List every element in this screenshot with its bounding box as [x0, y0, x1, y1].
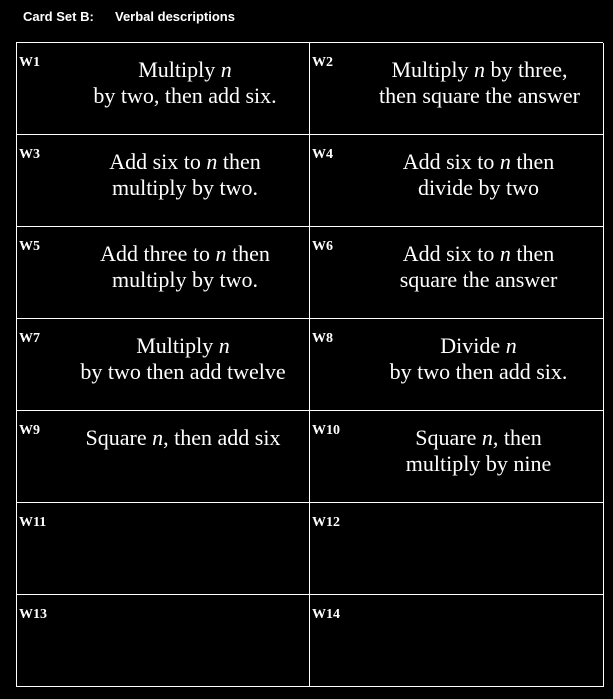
- card-id: W5: [19, 239, 40, 254]
- card-w9: [17, 411, 310, 503]
- card-grid: [16, 42, 603, 687]
- card-description: Multiply n by two, then add six.: [93, 57, 277, 108]
- card-id: W14: [312, 607, 340, 622]
- card-id: W4: [312, 147, 333, 162]
- card-w10: [310, 411, 604, 503]
- card-set-heading: [23, 9, 235, 24]
- card-w3: [17, 135, 310, 227]
- card-description: Add six to n then divide by two: [402, 149, 555, 200]
- card-set-label: Card Set B:: [23, 9, 94, 24]
- card-w14: [310, 595, 604, 687]
- card-id: W8: [312, 331, 333, 346]
- card-w13: [17, 595, 310, 687]
- card-id: W12: [312, 515, 340, 530]
- card-w1: [17, 43, 310, 135]
- card-description: Add three to n then multiply by two.: [100, 241, 270, 292]
- card-w12: [310, 503, 604, 595]
- card-id: W7: [19, 331, 40, 346]
- card-w8: [310, 319, 604, 411]
- card-description: Square n, then multiply by nine: [405, 425, 552, 476]
- card-w4: [310, 135, 604, 227]
- card-id: W1: [19, 55, 40, 70]
- card-id: W11: [19, 515, 47, 530]
- card-set-subtitle: Verbal descriptions: [115, 9, 235, 24]
- card-description: Add six to n then square the answer: [399, 241, 558, 292]
- card-description: Multiply n by three, then square the answer: [379, 57, 580, 108]
- card-description: Multiply n by two then add twelve: [80, 333, 286, 384]
- card-w11: [17, 503, 310, 595]
- card-id: W3: [19, 147, 40, 162]
- card-description: Divide n by two then add six.: [389, 333, 568, 384]
- card-w7: [17, 319, 310, 411]
- card-id: W6: [312, 239, 333, 254]
- card-w5: [17, 227, 310, 319]
- card-id: W2: [312, 55, 333, 70]
- card-id: W10: [312, 423, 340, 438]
- card-id: W9: [19, 423, 40, 438]
- card-id: W13: [19, 607, 47, 622]
- card-w6: [310, 227, 604, 319]
- card-description: Add six to n then multiply by two.: [109, 149, 261, 200]
- card-description: Square n, then add six: [85, 425, 281, 450]
- card-w2: [310, 43, 604, 135]
